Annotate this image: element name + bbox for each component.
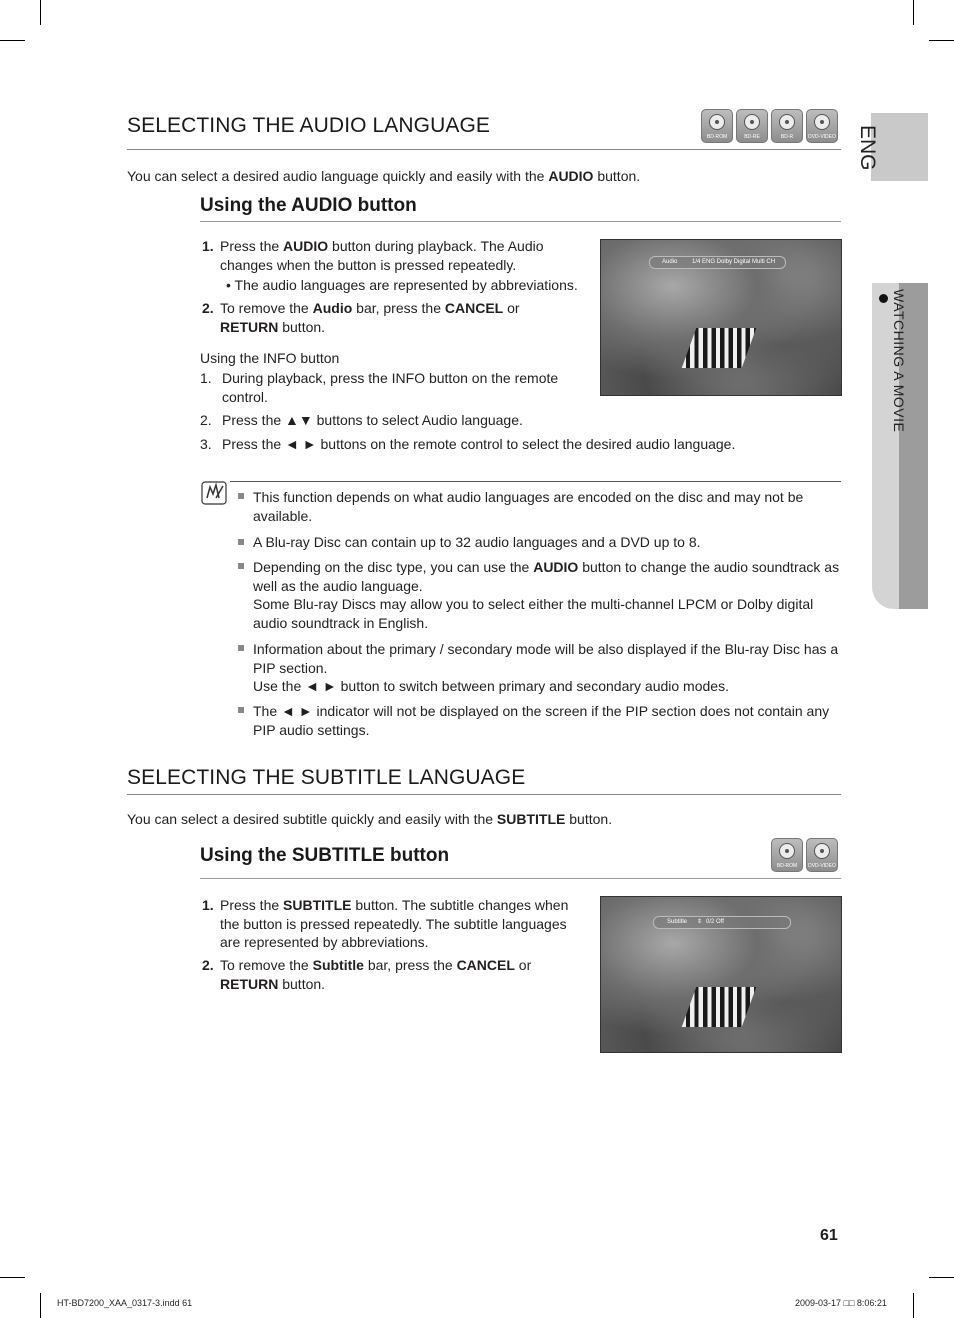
info-step: 3. Press the ◄ ► buttons on the remote control to select the desired audio language. bbox=[200, 436, 736, 452]
disc-icon bbox=[814, 843, 830, 859]
disc-badge: DVD-VIDEO bbox=[806, 109, 838, 143]
sub-heading-rule bbox=[200, 221, 841, 222]
subtitle-screenshot bbox=[600, 896, 842, 1053]
note-item: This function depends on what audio languages are encoded on the disc and may not be available. bbox=[253, 489, 804, 524]
info-heading: Using the INFO button bbox=[200, 350, 340, 366]
subtitle-bar: Subtitle ⇕ 0/2 Off bbox=[653, 916, 791, 929]
disc-icon bbox=[814, 114, 830, 130]
note-bullet-icon bbox=[238, 539, 244, 545]
crop-mark bbox=[0, 40, 25, 41]
crop-mark bbox=[40, 0, 41, 25]
crop-mark bbox=[913, 1293, 914, 1318]
note-bullet-icon bbox=[238, 493, 244, 499]
note-item: Depending on the disc type, you can use the AUDIO button to change the audio soundtrack as well as the audio language. Some Blu-ray Discs may allow you to select either the multi-channel LPCM or Dolby digital audio soundtrack in English. bbox=[253, 559, 840, 631]
heading-rule bbox=[127, 794, 841, 795]
note-bullet-icon bbox=[238, 707, 244, 713]
language-tab bbox=[856, 113, 928, 181]
crop-mark bbox=[913, 0, 914, 25]
disc-badges bbox=[771, 838, 841, 872]
note-item: Information about the primary / secondary mode will be also displayed if the Blu-ray Disc has a PIP section. Use the ◄ ► button to switch between primary and secondary audio modes. bbox=[253, 641, 839, 694]
disc-icon bbox=[744, 114, 760, 130]
note-bullet-icon bbox=[238, 563, 244, 569]
disc-badge: BD-R bbox=[771, 109, 803, 143]
audio-screenshot bbox=[600, 239, 842, 396]
sub-heading-rule bbox=[200, 878, 841, 879]
subtitle-intro: You can select a desired subtitle quickly and easily with the SUBTITLE button. bbox=[127, 811, 613, 827]
disc-badge: BD-RE bbox=[736, 109, 768, 143]
audio-section-heading: SELECTING THE AUDIO LANGUAGE bbox=[127, 114, 490, 137]
audio-step-2: 2. To remove the Audio bar, press the CANCEL or RETURN button. bbox=[202, 300, 520, 335]
audio-sub-heading: Using the AUDIO button bbox=[200, 195, 417, 216]
disc-badge: BD-ROM bbox=[701, 109, 733, 143]
disc-badges bbox=[701, 109, 841, 143]
bullet-dot-icon bbox=[879, 294, 888, 303]
subtitle-sub-heading: Using the SUBTITLE button bbox=[200, 845, 450, 866]
language-tab-label: ENG bbox=[856, 125, 879, 171]
info-step: 2. Press the ▲▼ buttons to select Audio language. bbox=[200, 412, 523, 428]
section-tab-label: WATCHING A MOVIE bbox=[891, 289, 907, 433]
audio-step-1-bullet: • The audio languages are represented by abbreviations. bbox=[226, 277, 578, 293]
subtitle-section-heading: SELECTING THE SUBTITLE LANGUAGE bbox=[127, 766, 526, 789]
audio-intro: You can select a desired audio language quickly and easily with the AUDIO button. bbox=[127, 168, 641, 184]
disc-icon bbox=[779, 843, 795, 859]
crop-mark bbox=[0, 1277, 25, 1278]
note-pencil-icon bbox=[201, 481, 227, 505]
disc-badge: DVD-VIDEO bbox=[806, 838, 838, 872]
note-bullet-icon bbox=[238, 645, 244, 651]
crop-mark bbox=[929, 1277, 954, 1278]
info-step: 1. During playback, press the INFO button on the remote control. bbox=[200, 370, 559, 405]
butterfly-image bbox=[682, 987, 757, 1027]
footer-file: HT-BD7200_XAA_0317-3.indd 61 bbox=[57, 1298, 193, 1308]
heading-rule bbox=[127, 149, 841, 150]
note-rule bbox=[230, 481, 841, 482]
page-number: 61 bbox=[820, 1227, 838, 1244]
disc-icon bbox=[709, 114, 725, 130]
note-item: The ◄ ► indicator will not be displayed on the screen if the PIP section does not contain any PIP audio settings. bbox=[253, 703, 830, 738]
disc-badge: BD-ROM bbox=[771, 838, 803, 872]
butterfly-image bbox=[682, 328, 757, 368]
audio-step-1: 1. Press the AUDIO button during playback. The Audio changes when the button is pressed repeatedly. bbox=[202, 238, 544, 273]
crop-mark bbox=[40, 1293, 41, 1318]
note-item: A Blu-ray Disc can contain up to 32 audio languages and a DVD up to 8. bbox=[253, 534, 701, 550]
up-down-arrow-icon: ⇕ bbox=[697, 919, 703, 925]
crop-mark bbox=[929, 40, 954, 41]
subtitle-step-1: 1. Press the SUBTITLE button. The subtitle changes when the button is pressed repeatedly. The subtitle languages are represented by abbreviations. bbox=[202, 897, 569, 950]
disc-icon bbox=[779, 114, 795, 130]
audio-bar: Audio 1/4 ENG Dolby Digital Multi CH bbox=[649, 256, 786, 269]
footer-timestamp: 2009-03-17 □□ 8:06:21 bbox=[795, 1298, 887, 1308]
subtitle-step-2: 2. To remove the Subtitle bar, press the CANCEL or RETURN button. bbox=[202, 957, 532, 992]
